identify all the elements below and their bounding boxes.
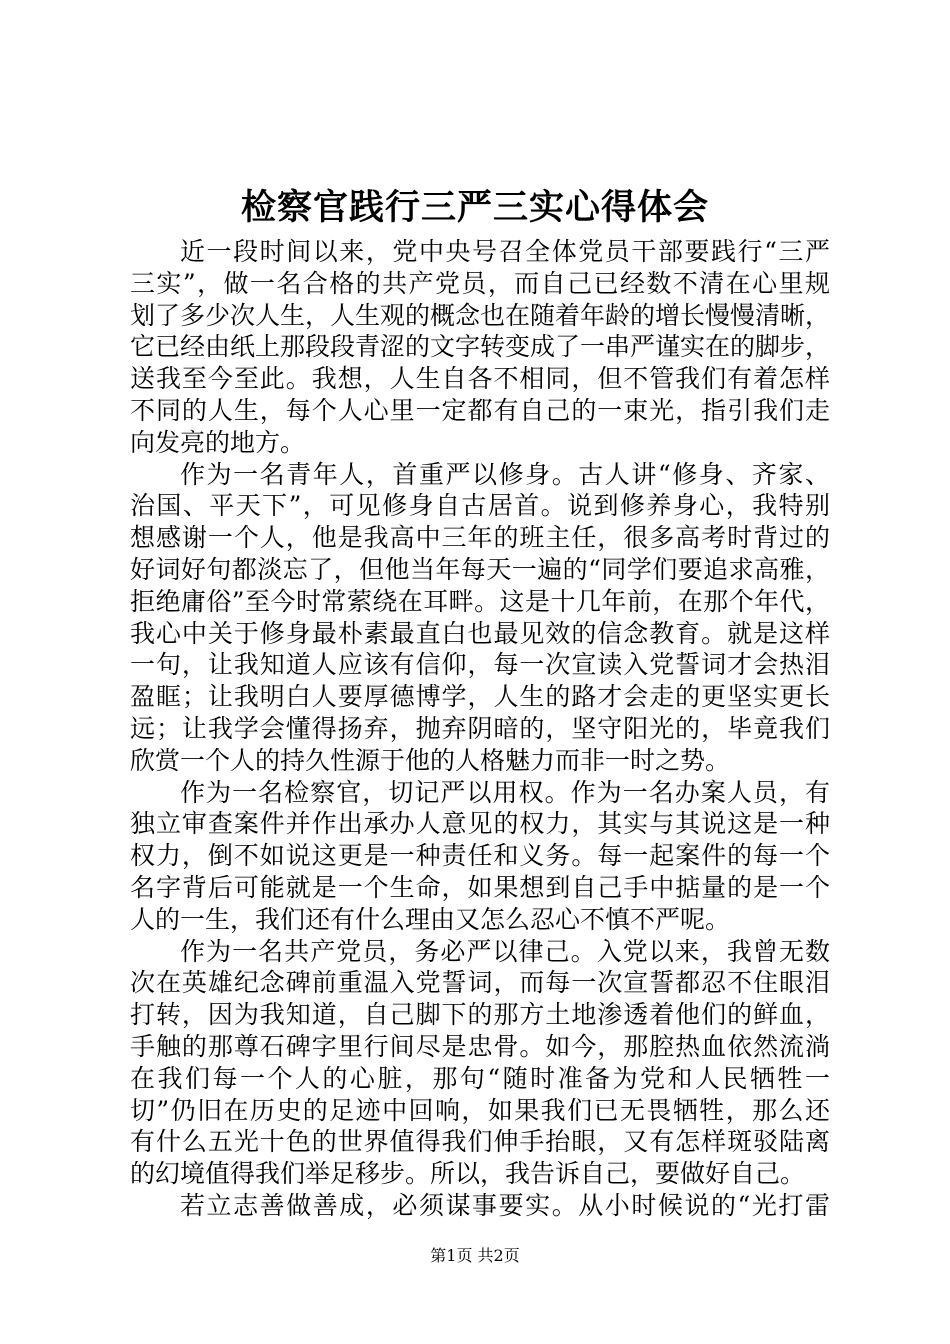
text-line: 不同的人生，每个人心里一定都有自己的一束光，指引我们走 (130, 395, 830, 425)
text-line: 送我至今至此。我想，人生自各不相同，但不管我们有着怎样 (130, 364, 830, 394)
text-line: 名字背后可能就是一个生命，如果想到自己手中掂量的是一个 (130, 872, 830, 902)
text-line: 拒绝庸俗”至今时常萦绕在耳畔。这是十几年前，在那个年代， (130, 586, 830, 616)
text-line: 权力，倒不如说这更是一种责任和义务。每一起案件的每一个 (130, 841, 830, 871)
text-line: 作为一名共产党员，务必严以律己。入党以来，我曾无数 (180, 936, 830, 966)
text-line: 在我们每一个人的心脏，那句“随时准备为党和人民牺牲一 (130, 1063, 830, 1093)
text-line: 的幻境值得我们举足移步。所以，我告诉自己，要做好自己。 (130, 1159, 806, 1189)
text-line: 三实”，做一名合格的共产党员，而自己已经数不清在心里规 (130, 268, 830, 298)
text-line: 近一段时间以来，党中央号召全体党员干部要践行“三严 (180, 237, 830, 266)
text-line: 若立志善做善成，必须谋事要实。从小时候说的“光打雷 (180, 1190, 830, 1220)
text-line: 好词好句都淡忘了，但他当年每天一遍的“同学们要追求高雅， (130, 554, 830, 584)
text-line: 盈眶；让我明白人要厚德博学，人生的路才会走的更坚实更长 (130, 682, 830, 712)
text-line: 打转，因为我知道，自己脚下的那方土地渗透着他们的鲜血， (130, 1000, 830, 1030)
document-title: 检察官践行三严三实心得体会 (240, 187, 709, 228)
page-footer: 第1页 共2页 (430, 1246, 520, 1265)
text-line: 有什么五光十色的世界值得我们伸手抬眼，又有怎样斑驳陆离 (130, 1127, 830, 1157)
text-line: 欣赏一个人的持久性源于他的人格魅力而非一时之势。 (130, 745, 731, 775)
text-line: 切”仍旧在历史的足迹中回响，如果我们已无畏牺牲，那么还 (130, 1095, 830, 1125)
text-line: 手触的那尊石碑字里行间尽是忠骨。如今，那腔热血依然流淌 (130, 1031, 830, 1061)
text-line: 一句，让我知道人应该有信仰，每一次宣读入党誓词才会热泪 (130, 650, 830, 680)
document-body (130, 236, 830, 1222)
text-line: 人的一生，我们还有什么理由又怎么忍心不慎不严呢。 (130, 904, 731, 934)
text-line: 独立审查案件并作出承办人意见的权力，其实与其说这是一种 (130, 809, 830, 839)
text-line: 想感谢一个人，他是我高中三年的班主任，很多高考时背过的 (130, 523, 830, 553)
text-line: 远；让我学会懂得扬弃，抛弃阴暗的，坚守阳光的，毕竟我们 (130, 713, 830, 743)
text-line: 次在英雄纪念碑前重温入党誓词，而每一次宣誓都忍不住眼泪 (130, 968, 830, 998)
text-line: 我心中关于修身最朴素最直白也最见效的信念教育。就是这样 (130, 618, 830, 648)
text-line: 划了多少次人生，人生观的概念也在随着年龄的增长慢慢清晰， (130, 300, 831, 330)
text-line: 治国、平天下”，可见修身自古居首。说到修养身心，我特别 (130, 491, 830, 521)
text-line: 作为一名检察官，切记严以用权。作为一名办案人员，有 (180, 777, 830, 807)
text-line: 它已经由纸上那段段青涩的文字转变成了一串严谨实在的脚步， (130, 332, 831, 362)
text-line: 作为一名青年人，首重严以修身。古人讲“修身、齐家、 (180, 459, 830, 489)
text-line: 向发亮的地方。 (130, 427, 306, 457)
